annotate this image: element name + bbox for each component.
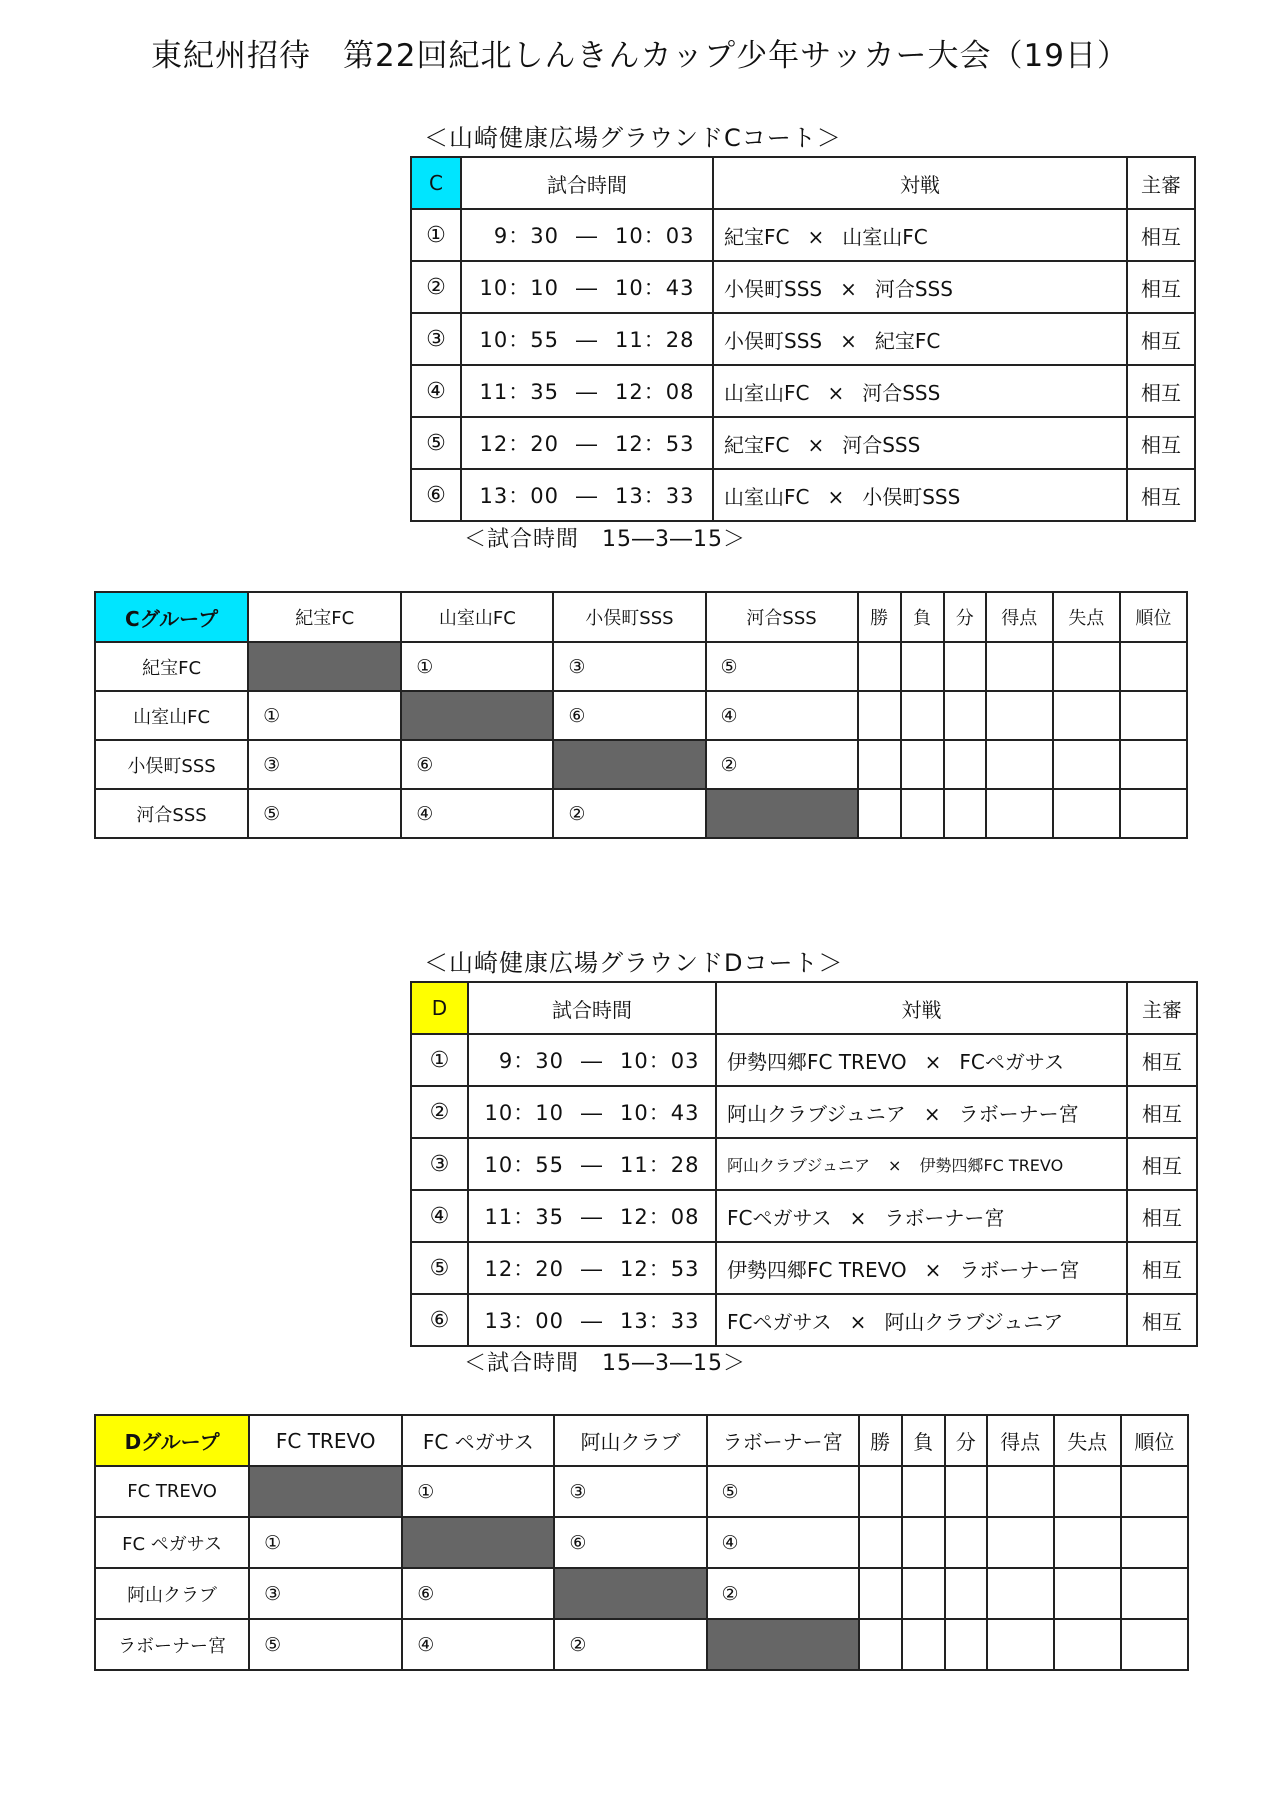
court-c-schedule-table	[410, 156, 1196, 522]
referee: 相互	[1127, 1242, 1197, 1294]
away-team: ラボーナー宮	[959, 1257, 1080, 1282]
stat-cell	[987, 1619, 1054, 1670]
stat-cell	[901, 642, 944, 691]
stat-header-rank: 順位	[1121, 1415, 1188, 1466]
match-time	[468, 1294, 716, 1346]
match-time	[461, 365, 713, 417]
stat-cell	[1054, 1619, 1121, 1670]
home-team: 小俣町SSS	[724, 276, 823, 301]
match-cell: ⑤	[249, 1619, 402, 1670]
match-number: ④	[411, 365, 461, 417]
vs-mark: ×	[849, 1309, 867, 1334]
match-cell: ④	[707, 1517, 859, 1568]
match-number: ③	[411, 313, 461, 365]
stat-cell	[944, 740, 986, 789]
team-name: 山室山FC	[95, 691, 248, 740]
stat-cell	[859, 1517, 902, 1568]
stat-cell	[901, 789, 944, 838]
time-dash: ―	[581, 1205, 603, 1229]
home-team: 伊勢四郷FC TREVO	[727, 1257, 907, 1282]
away-team: FCペガサス	[959, 1049, 1065, 1074]
stat-cell	[1121, 1619, 1188, 1670]
stat-cell	[1054, 1568, 1121, 1619]
match-teams	[716, 1034, 1127, 1086]
match-time	[461, 313, 713, 365]
group-row	[95, 642, 1187, 691]
header-referee: 主審	[1127, 982, 1197, 1034]
match-cell: ②	[554, 1619, 706, 1670]
home-team: 阿山クラブジュニア	[727, 1101, 906, 1126]
match-cell: ③	[553, 642, 705, 691]
match-number: ②	[411, 1086, 468, 1138]
match-teams	[713, 417, 1127, 469]
time-from: 10：10	[484, 1101, 564, 1125]
home-team: 伊勢四郷FC TREVO	[727, 1049, 907, 1074]
time-from: 11：35	[484, 1205, 564, 1229]
time-from: 13：00	[479, 484, 559, 508]
schedule-row	[411, 1242, 1197, 1294]
time-to: 13：33	[615, 484, 695, 508]
stat-cell	[1121, 1568, 1188, 1619]
stat-cell	[1053, 691, 1120, 740]
stat-header-goals-for: 得点	[986, 592, 1053, 642]
match-teams	[716, 1294, 1127, 1346]
stat-header-goals-against: 失点	[1054, 1415, 1121, 1466]
group-row	[95, 740, 1187, 789]
group-title: Dグループ	[95, 1415, 249, 1466]
stat-cell	[945, 1619, 987, 1670]
schedule-row	[411, 417, 1195, 469]
schedule-row	[411, 1294, 1197, 1346]
stat-cell	[1120, 740, 1187, 789]
stat-cell	[859, 1466, 902, 1517]
team-name: 小俣町SSS	[95, 740, 248, 789]
time-from: 13：00	[484, 1309, 564, 1333]
stat-cell	[944, 691, 986, 740]
stat-cell	[1120, 789, 1187, 838]
stat-cell	[1120, 642, 1187, 691]
match-teams	[713, 469, 1127, 521]
team-header: 阿山クラブ	[554, 1415, 706, 1466]
match-cell: ①	[248, 691, 401, 740]
stat-cell	[859, 1619, 902, 1670]
team-header: 紀宝FC	[248, 592, 401, 642]
away-team: 小俣町SSS	[862, 484, 961, 509]
schedule-row	[411, 261, 1195, 313]
vs-mark: ×	[924, 1257, 942, 1282]
time-to: 11：28	[615, 328, 695, 352]
schedule-row	[411, 1190, 1197, 1242]
vs-mark: ×	[924, 1049, 942, 1074]
match-number: ②	[411, 261, 461, 313]
time-dash: ―	[576, 432, 598, 456]
stat-cell	[986, 642, 1053, 691]
group-title: Cグループ	[95, 592, 248, 642]
stat-cell	[986, 740, 1053, 789]
time-to: 12：53	[620, 1257, 700, 1281]
stat-cell	[1054, 1517, 1121, 1568]
time-from: 9：30	[493, 224, 559, 248]
match-time	[468, 1138, 716, 1190]
self-match-cell	[554, 1568, 706, 1619]
time-dash: ―	[581, 1257, 603, 1281]
time-dash: ―	[581, 1049, 603, 1073]
vs-mark: ×	[827, 484, 845, 509]
away-team: 阿山クラブジュニア	[884, 1309, 1064, 1334]
self-match-cell	[706, 789, 858, 838]
match-number: ⑥	[411, 1294, 468, 1346]
match-teams	[713, 365, 1127, 417]
team-header: FC ペガサス	[402, 1415, 554, 1466]
match-time	[468, 1190, 716, 1242]
stat-cell	[987, 1568, 1054, 1619]
away-team: 山室山FC	[842, 224, 928, 249]
team-header: ラボーナー宮	[707, 1415, 859, 1466]
vs-mark: ×	[807, 224, 825, 249]
self-match-cell	[707, 1619, 859, 1670]
team-name: 河合SSS	[95, 789, 248, 838]
match-number: ⑥	[411, 469, 461, 521]
stat-header-wins: 勝	[858, 592, 901, 642]
group-row	[95, 691, 1187, 740]
page-title: 東紀州招待 第22回紀北しんきんカップ少年サッカー大会（19日）	[151, 38, 1129, 74]
time-dash: ―	[576, 224, 598, 248]
group-row	[95, 1517, 1188, 1568]
match-cell: ④	[706, 691, 858, 740]
vs-mark: ×	[827, 380, 845, 405]
group-row	[95, 1568, 1188, 1619]
time-to: 12：08	[620, 1205, 700, 1229]
group-row	[95, 1619, 1188, 1670]
header-match: 対戦	[713, 157, 1127, 209]
stat-cell	[858, 691, 901, 740]
referee: 相互	[1127, 1086, 1197, 1138]
match-time	[468, 1242, 716, 1294]
schedule-row	[411, 1138, 1197, 1190]
match-cell: ②	[706, 740, 858, 789]
match-cell: ③	[248, 740, 401, 789]
stat-cell	[858, 789, 901, 838]
stat-cell	[1054, 1466, 1121, 1517]
time-from: 10：10	[479, 276, 559, 300]
match-cell: ⑤	[706, 642, 858, 691]
group-row	[95, 1466, 1188, 1517]
stat-header-draws: 分	[945, 1415, 987, 1466]
match-teams	[716, 1242, 1127, 1294]
referee: 相互	[1127, 469, 1195, 521]
away-team: 河合SSS	[862, 380, 941, 405]
time-dash: ―	[576, 484, 598, 508]
court-label: C	[411, 157, 461, 209]
home-team: 紀宝FC	[724, 432, 790, 457]
match-cell: ③	[249, 1568, 402, 1619]
group-row	[95, 789, 1187, 838]
match-number: ①	[411, 1034, 468, 1086]
stat-cell	[901, 691, 944, 740]
schedule-row	[411, 365, 1195, 417]
match-time	[461, 469, 713, 521]
match-number: ③	[411, 1138, 468, 1190]
stat-cell	[902, 1517, 945, 1568]
match-number: ⑤	[411, 1242, 468, 1294]
match-teams	[713, 261, 1127, 313]
schedule-row	[411, 1034, 1197, 1086]
stat-cell	[986, 691, 1053, 740]
match-cell: ①	[402, 1466, 554, 1517]
stat-cell	[945, 1517, 987, 1568]
time-to: 13：33	[620, 1309, 700, 1333]
stat-cell	[1053, 789, 1120, 838]
stat-cell	[944, 789, 986, 838]
court-d-time-note: ＜試合時間 15―3―15＞	[464, 1351, 746, 1376]
vs-mark: ×	[888, 1155, 902, 1175]
stat-cell	[902, 1568, 945, 1619]
match-teams	[713, 209, 1127, 261]
stat-cell	[858, 642, 901, 691]
time-from: 12：20	[479, 432, 559, 456]
stat-cell	[987, 1517, 1054, 1568]
match-cell: ②	[707, 1568, 859, 1619]
time-dash: ―	[576, 380, 598, 404]
match-teams	[716, 1086, 1127, 1138]
time-from: 12：20	[484, 1257, 564, 1281]
time-from: 10：55	[484, 1153, 564, 1177]
home-team: FCペガサス	[727, 1309, 832, 1334]
referee: 相互	[1127, 417, 1195, 469]
team-name: 紀宝FC	[95, 642, 248, 691]
match-time	[468, 1086, 716, 1138]
stat-cell	[902, 1619, 945, 1670]
group-header-row	[95, 592, 1187, 642]
time-dash: ―	[581, 1101, 603, 1125]
time-from: 9：30	[498, 1049, 564, 1073]
home-team: 阿山クラブジュニア	[727, 1155, 871, 1175]
stat-cell	[858, 740, 901, 789]
vs-mark: ×	[807, 432, 825, 457]
stat-cell	[859, 1568, 902, 1619]
match-cell: ⑥	[554, 1517, 706, 1568]
stat-header-draws: 分	[944, 592, 986, 642]
time-to: 12：08	[615, 380, 695, 404]
self-match-cell	[401, 691, 553, 740]
home-team: 山室山FC	[724, 380, 810, 405]
group-header-row	[95, 1415, 1188, 1466]
away-team: 河合SSS	[842, 432, 921, 457]
match-number: ⑤	[411, 417, 461, 469]
time-to: 12：53	[615, 432, 695, 456]
time-dash: ―	[581, 1153, 603, 1177]
vs-mark: ×	[923, 1101, 941, 1126]
team-name: 阿山クラブ	[95, 1568, 249, 1619]
referee: 相互	[1127, 313, 1195, 365]
match-cell: ④	[402, 1619, 554, 1670]
referee: 相互	[1127, 209, 1195, 261]
referee: 相互	[1127, 1034, 1197, 1086]
time-to: 10：43	[615, 276, 695, 300]
self-match-cell	[402, 1517, 554, 1568]
referee: 相互	[1127, 1190, 1197, 1242]
home-team: 小俣町SSS	[724, 328, 823, 353]
stat-cell	[1053, 740, 1120, 789]
match-cell: ④	[401, 789, 553, 838]
stat-header-losses: 負	[902, 1415, 945, 1466]
self-match-cell	[249, 1466, 402, 1517]
match-teams	[716, 1190, 1127, 1242]
court-c-time-note: ＜試合時間 15―3―15＞	[464, 527, 746, 552]
court-label: D	[411, 982, 468, 1034]
header-match: 対戦	[716, 982, 1127, 1034]
stat-cell	[944, 642, 986, 691]
header-time: 試合時間	[468, 982, 716, 1034]
match-time	[461, 261, 713, 313]
time-from: 11：35	[479, 380, 559, 404]
self-match-cell	[248, 642, 401, 691]
stat-cell	[1121, 1517, 1188, 1568]
stat-header-rank: 順位	[1120, 592, 1187, 642]
self-match-cell	[553, 740, 705, 789]
home-team: FCペガサス	[727, 1205, 832, 1230]
away-team: ラボーナー宮	[884, 1205, 1005, 1230]
stat-cell	[1121, 1466, 1188, 1517]
away-team: 紀宝FC	[874, 328, 941, 353]
match-cell: ⑥	[402, 1568, 554, 1619]
away-team: 伊勢四郷FC TREVO	[919, 1155, 1064, 1175]
stat-cell	[902, 1466, 945, 1517]
team-header: 小俣町SSS	[553, 592, 705, 642]
stat-cell	[945, 1568, 987, 1619]
time-from: 10：55	[479, 328, 559, 352]
court-d-schedule-table	[410, 981, 1198, 1347]
away-team: 河合SSS	[874, 276, 953, 301]
match-cell: ⑥	[553, 691, 705, 740]
match-number: ①	[411, 209, 461, 261]
schedule-row	[411, 313, 1195, 365]
stat-header-goals-against: 失点	[1053, 592, 1120, 642]
home-team: 紀宝FC	[724, 224, 790, 249]
vs-mark: ×	[840, 328, 857, 353]
stat-header-losses: 負	[901, 592, 944, 642]
time-to: 10：03	[620, 1049, 700, 1073]
match-time	[461, 417, 713, 469]
match-teams	[716, 1138, 1127, 1190]
group-c-table	[94, 591, 1188, 839]
time-dash: ―	[576, 276, 598, 300]
stat-header-goals-for: 得点	[987, 1415, 1054, 1466]
time-to: 11：28	[620, 1153, 700, 1177]
match-time	[461, 209, 713, 261]
home-team: 山室山FC	[724, 484, 810, 509]
team-header: 河合SSS	[706, 592, 858, 642]
stat-cell	[945, 1466, 987, 1517]
vs-mark: ×	[840, 276, 857, 301]
referee: 相互	[1127, 1294, 1197, 1346]
stat-cell	[986, 789, 1053, 838]
schedule-row	[411, 469, 1195, 521]
team-name: FC TREVO	[95, 1466, 249, 1517]
referee: 相互	[1127, 365, 1195, 417]
schedule-row	[411, 209, 1195, 261]
court-d-title: ＜山崎健康広場グラウンドDコート＞	[424, 949, 844, 977]
header-time: 試合時間	[461, 157, 713, 209]
referee: 相互	[1127, 1138, 1197, 1190]
stat-header-wins: 勝	[859, 1415, 902, 1466]
team-header: 山室山FC	[401, 592, 553, 642]
time-to: 10：03	[615, 224, 695, 248]
stat-cell	[987, 1466, 1054, 1517]
match-time	[468, 1034, 716, 1086]
match-cell: ⑥	[401, 740, 553, 789]
match-cell: ①	[401, 642, 553, 691]
away-team: ラボーナー宮	[958, 1101, 1079, 1126]
match-cell: ①	[249, 1517, 402, 1568]
schedule-row	[411, 1086, 1197, 1138]
time-dash: ―	[576, 328, 598, 352]
schedule-header-row	[411, 982, 1197, 1034]
team-header: FC TREVO	[249, 1415, 402, 1466]
time-dash: ―	[581, 1309, 603, 1333]
group-d-table	[94, 1414, 1189, 1671]
match-teams	[713, 313, 1127, 365]
court-c-title: ＜山崎健康広場グラウンドCコート＞	[424, 124, 842, 152]
referee: 相互	[1127, 261, 1195, 313]
header-referee: 主審	[1127, 157, 1195, 209]
match-cell: ⑤	[707, 1466, 859, 1517]
match-number: ④	[411, 1190, 468, 1242]
time-to: 10：43	[620, 1101, 700, 1125]
team-name: ラボーナー宮	[95, 1619, 249, 1670]
team-name: FC ペガサス	[95, 1517, 249, 1568]
stat-cell	[1120, 691, 1187, 740]
stat-cell	[1053, 642, 1120, 691]
match-cell: ⑤	[248, 789, 401, 838]
match-cell: ②	[553, 789, 705, 838]
stat-cell	[901, 740, 944, 789]
match-cell: ③	[554, 1466, 706, 1517]
vs-mark: ×	[849, 1205, 867, 1230]
schedule-header-row	[411, 157, 1195, 209]
